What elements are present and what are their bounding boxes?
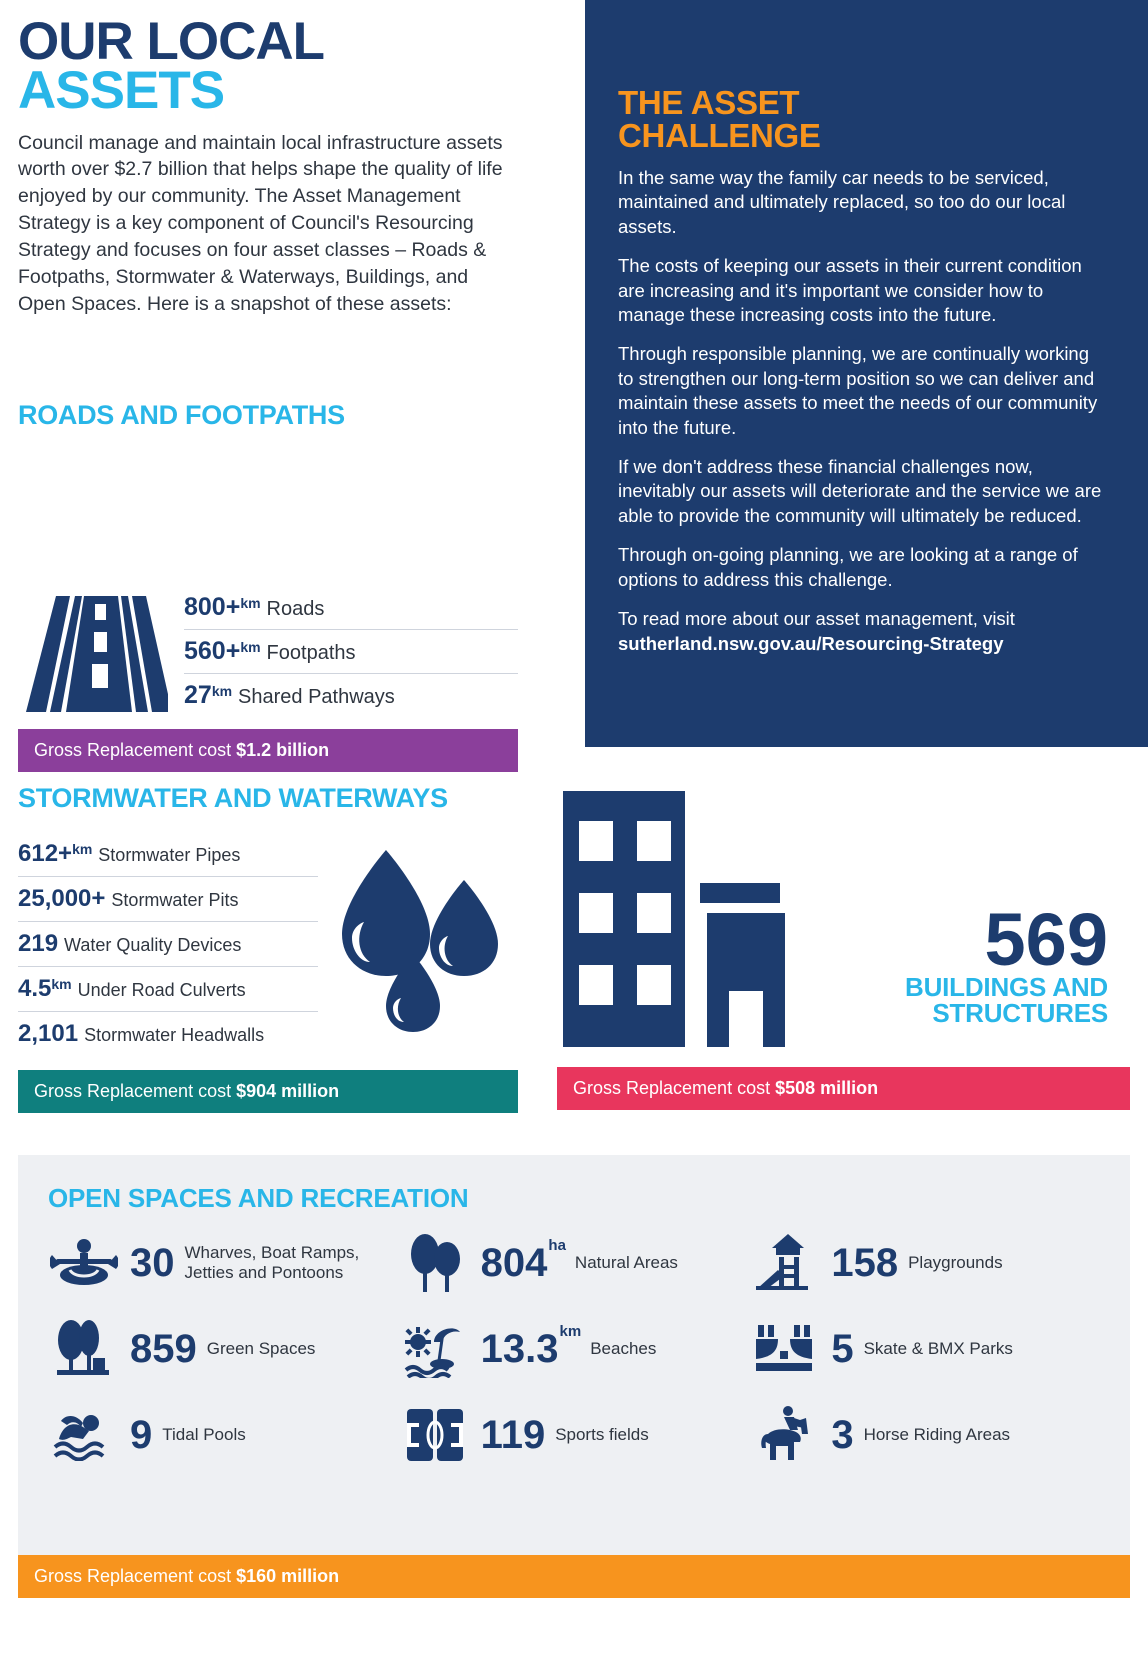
page-title-line2: ASSETS: [18, 60, 225, 120]
buildings-number: 569: [984, 897, 1108, 981]
intro-paragraph: Council manage and maintain local infrastructure assets worth over $2.7 billion that helps shape the quality of life enjoyed by our community. The Asset Management Strategy is a key component of Council's Resourcing Strategy and focuses on four asset classes – Roads & Footpaths, Stormwater & Waterways, Buildings, and Open Spaces. Here is a snapshot of these assets:: [18, 131, 503, 315]
cost-bar-prefix: Gross Replacement cost: [34, 1566, 237, 1586]
stat-unit: km: [51, 976, 72, 992]
stat-label: Stormwater Headwalls: [84, 1025, 265, 1045]
stat-unit: km: [240, 639, 261, 655]
stat-number: 612+: [18, 840, 73, 867]
open-space-item: [399, 1406, 750, 1464]
stormwater-section: [18, 783, 518, 1113]
open-space-number: 158: [831, 1241, 899, 1285]
open-space-label: Wharves, Boat Ramps, Jetties and Pontoons: [184, 1242, 360, 1282]
stat-row: [184, 586, 518, 630]
open-space-item: [749, 1323, 1100, 1375]
open-space-label: Sports fields: [555, 1424, 649, 1444]
buildings-label-line1: BUILDINGS AND: [905, 971, 1108, 1002]
stat-unit: km: [72, 841, 93, 857]
open-spaces-panel: [18, 1155, 1130, 1555]
header-block: [18, 12, 548, 318]
stat-number: 800+: [184, 593, 241, 621]
open-spaces-grid: [48, 1220, 1100, 1478]
asset-challenge-paragraph-1: In the same way the family car needs to be serviced, maintained and ultimately replaced, so too do our local assets.: [618, 167, 1066, 237]
asset-challenge-cta-text: To read more about our asset management, visit: [618, 608, 1015, 630]
stat-row: [184, 674, 518, 717]
sports-field-icon: [399, 1406, 471, 1464]
open-space-number: 119: [480, 1413, 546, 1457]
roads-body: [18, 586, 518, 719]
asset-challenge-cta-link[interactable]: sutherland.nsw.gov.au/Resourcing-Strategy: [618, 632, 1004, 654]
cost-bar-prefix: Gross Replacement cost: [34, 740, 237, 760]
open-space-label: Playgrounds: [908, 1252, 1003, 1272]
asset-challenge-paragraph-3: Through responsible planning, we are continually working to strengthen our long-term position so we can deliver and maintain these assets to meet the needs of our community into the future.: [618, 343, 1098, 438]
asset-challenge-title-line2: CHALLENGE: [618, 117, 821, 154]
stat-number: 219: [18, 930, 59, 957]
stormwater-stats-list: [18, 832, 318, 1056]
cost-bar-value: $508 million: [775, 1078, 879, 1098]
open-space-item: [399, 1232, 750, 1294]
park-trees-icon: [48, 1318, 120, 1380]
stat-row: [18, 922, 318, 967]
open-space-unit: km: [559, 1322, 582, 1340]
page-title: [18, 12, 548, 120]
playground-icon: [749, 1232, 821, 1294]
open-space-number: [480, 1236, 566, 1285]
cost-bar-value: $1.2 billion: [236, 740, 330, 760]
stat-unit: km: [211, 683, 233, 699]
stat-row: [18, 877, 318, 922]
asset-challenge-panel: [585, 0, 1148, 747]
horse-rider-icon: [749, 1404, 821, 1466]
open-space-number-value: 804: [480, 1241, 548, 1285]
open-space-item: [749, 1232, 1100, 1294]
open-space-unit: ha: [548, 1236, 566, 1254]
open-space-number: 9: [130, 1413, 153, 1457]
stat-number: 25,000+: [18, 885, 106, 912]
stat-label: Footpaths: [266, 642, 356, 664]
stat-label: Water Quality Devices: [64, 935, 242, 955]
stat-label: Roads: [266, 598, 325, 620]
stat-row: [18, 832, 318, 877]
asset-challenge-title: [618, 86, 1108, 152]
swimmer-icon: [48, 1409, 120, 1461]
open-space-label: Tidal Pools: [162, 1424, 246, 1444]
buildings-figure: [905, 897, 1108, 1029]
open-space-label: Natural Areas: [574, 1252, 678, 1272]
asset-challenge-paragraph-5: Through on-going planning, we are looking at a range of options to address this challenge.: [618, 544, 1078, 590]
road-icon: [18, 594, 168, 719]
page-title-line1: OUR LOCAL: [18, 12, 325, 71]
open-space-number: [480, 1322, 582, 1371]
open-space-number: 30: [130, 1241, 175, 1285]
stormwater-cost-bar: [18, 1070, 518, 1113]
open-space-label: Horse Riding Areas: [863, 1424, 1011, 1444]
open-space-label: Green Spaces: [206, 1338, 316, 1358]
roads-stats-list: [184, 586, 518, 719]
asset-challenge-title-line1: THE ASSET: [618, 84, 800, 121]
open-space-item: [48, 1409, 399, 1461]
asset-challenge-cta: [618, 607, 1108, 656]
asset-challenge-paragraph-4: If we don't address these financial challenges now, inevitably our assets will deteriorate and the service we are able to provide the community will ultimately be reduced.: [618, 456, 1102, 526]
roads-section: [18, 400, 518, 772]
open-space-item: [48, 1318, 399, 1380]
skate-park-icon: [749, 1323, 821, 1375]
stat-number: 2,101: [18, 1020, 79, 1047]
open-space-item: [399, 1320, 750, 1378]
stormwater-heading: STORMWATER AND WATERWAYS: [18, 783, 448, 813]
stormwater-body: [18, 832, 518, 1056]
trees-icon: [399, 1232, 471, 1294]
beach-umbrella-icon: [399, 1320, 471, 1378]
stat-number: 27: [184, 681, 212, 709]
stat-label: Under Road Culverts: [77, 980, 246, 1000]
open-space-label: Beaches: [590, 1338, 657, 1358]
stat-number: 560+: [184, 637, 241, 665]
open-spaces-cost-bar: [18, 1555, 1130, 1598]
kayak-icon: [48, 1238, 120, 1288]
open-spaces-cost-bar-wrapper: [18, 1555, 1130, 1598]
cost-bar-prefix: Gross Replacement cost: [34, 1081, 237, 1101]
stat-label: Stormwater Pipes: [98, 845, 241, 865]
stat-label: Stormwater Pits: [111, 890, 239, 910]
open-space-number: 3: [831, 1413, 854, 1457]
open-space-number: 5: [831, 1327, 854, 1371]
buildings-section: [557, 783, 1130, 1110]
stat-row: [18, 1012, 318, 1056]
buildings-body: [557, 783, 1130, 1053]
asset-challenge-paragraph-2: The costs of keeping our assets in their current condition are increasing and it's important we consider how to manage these increasing costs into the future.: [618, 255, 1082, 326]
stat-row: [18, 967, 318, 1012]
open-space-item: [48, 1238, 399, 1288]
cost-bar-prefix: Gross Replacement cost: [573, 1078, 776, 1098]
open-spaces-heading: OPEN SPACES AND RECREATION: [48, 1183, 469, 1213]
roads-heading: ROADS AND FOOTPATHS: [18, 400, 345, 430]
open-space-item: [749, 1404, 1100, 1466]
cost-bar-value: $160 million: [236, 1566, 340, 1586]
buildings-label-line2: STRUCTURES: [932, 998, 1108, 1029]
stat-label: Shared Pathways: [238, 686, 395, 708]
stat-row: [184, 630, 518, 674]
buildings-icon: [557, 783, 877, 1053]
open-space-number-value: 13.3: [480, 1327, 559, 1371]
water-droplets-icon: [334, 842, 504, 1047]
stat-number: 4.5: [18, 975, 52, 1002]
cost-bar-value: $904 million: [236, 1081, 340, 1101]
open-space-label: Skate & BMX Parks: [863, 1338, 1013, 1358]
stat-unit: km: [240, 595, 261, 611]
buildings-cost-bar: [557, 1067, 1130, 1110]
open-space-number: 859: [130, 1327, 197, 1371]
roads-cost-bar: [18, 729, 518, 772]
